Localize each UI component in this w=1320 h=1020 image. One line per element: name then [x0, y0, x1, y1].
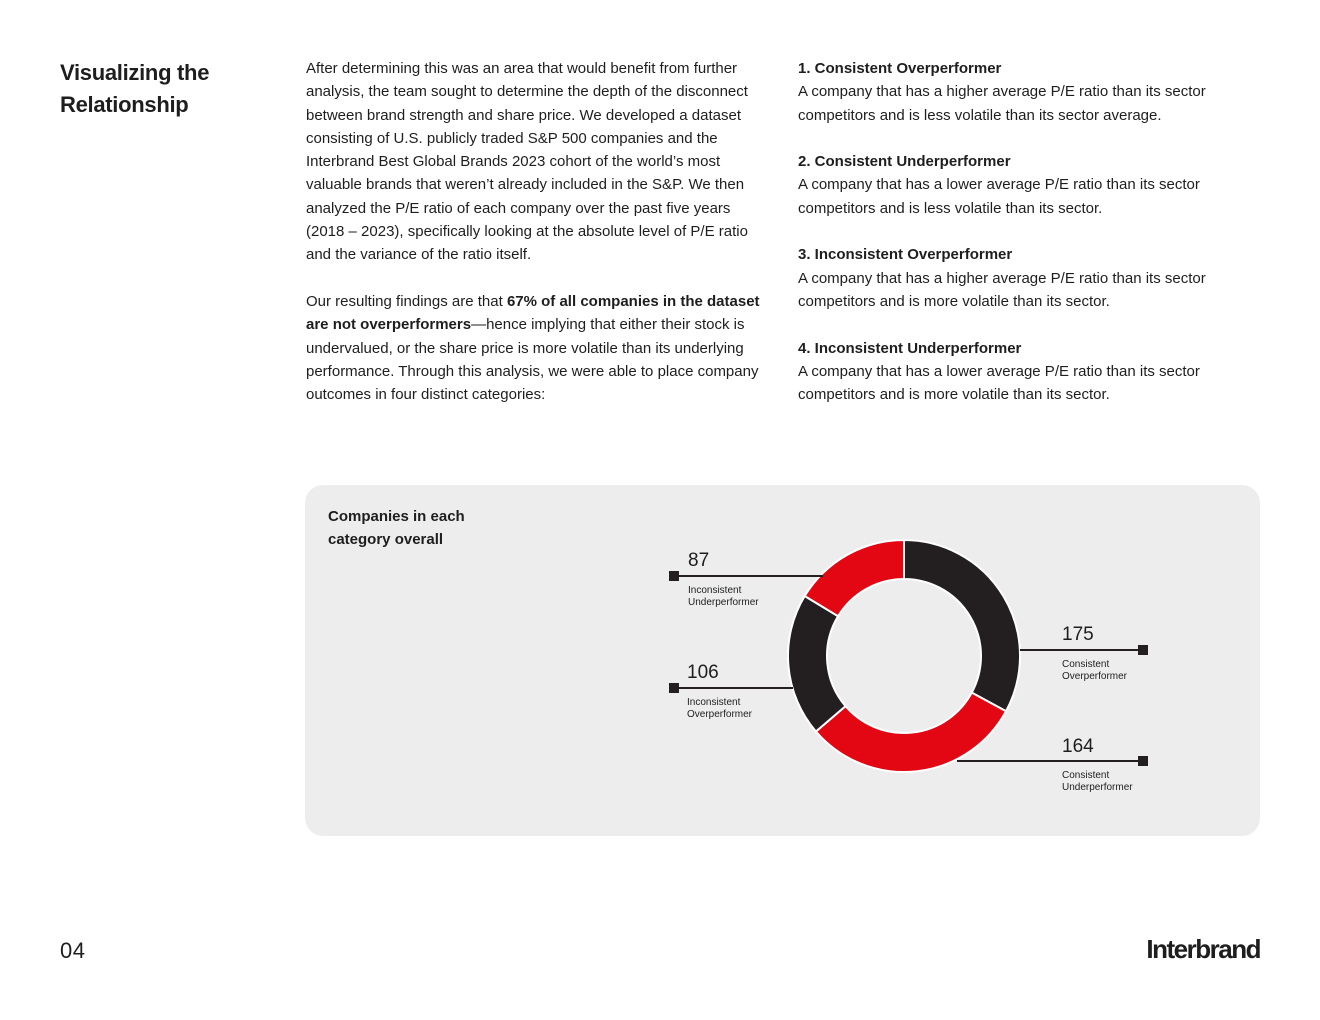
donut-slice-consistent-overperformer — [904, 540, 1020, 711]
category-description: A company that has a lower average P/E ratio than its sector competitors and is more volatile than its sector. — [798, 362, 1200, 404]
value-label-consistent-overperformer: 175 — [1062, 624, 1094, 645]
intro-text — [306, 57, 764, 406]
category-label-inconsistent-underperformer: Inconsistent — [688, 585, 742, 596]
category-1 — [798, 57, 1248, 127]
intro-p2-lead: Our resulting findings are that — [306, 292, 507, 310]
chart-card — [305, 485, 1260, 836]
category-label-inconsistent-overperformer: Overperformer — [687, 709, 753, 720]
category-title: 3. Inconsistent Overperformer — [798, 246, 1013, 264]
intro-p2-highlight: 67% of all companies in the dataset are not overperformers — [306, 292, 760, 334]
intro-p2-tail: —hence implying that either their stock is undervalued, or the share price is more volatile than its underlying performance. Through this analysis, we were able to place company outcomes in four distinct categories: — [306, 316, 759, 404]
marker-inconsistent-overperformer — [669, 683, 679, 693]
category-label-consistent-overperformer: Overperformer — [1062, 671, 1128, 682]
marker-consistent-overperformer — [1138, 645, 1148, 655]
category-label-inconsistent-underperformer: Underperformer — [688, 597, 759, 608]
category-description: A company that has a lower average P/E ratio than its sector competitors and is less volatile than its sector. — [798, 176, 1200, 217]
category-label-consistent-underperformer: Consistent — [1062, 770, 1110, 781]
intro-paragraph-2 — [306, 290, 764, 406]
category-4 — [798, 337, 1248, 407]
category-title: 4. Inconsistent Underperformer — [798, 339, 1022, 357]
category-2 — [798, 150, 1248, 220]
chart-title: Companies in each category overall — [328, 508, 465, 548]
intro-paragraph-1: After determining this was an area that would benefit from further analysis, the team sought to determine the depth of the disconnect between brand strength and share price. We developed a dataset consisting of U.S. publicly traded S&P 500 companies and the Interbrand Best Global Brands 2023 cohort of the world’s most valuable brands that weren’t already included in the S&P. We then analyzed the P/E ratio of each company over the past five years (2018 – 2023), specifically looking at the absolute level of P/E ratio and the variance of the ratio itself. — [306, 60, 748, 264]
value-label-consistent-underperformer: 164 — [1062, 736, 1094, 757]
category-definitions — [798, 57, 1248, 430]
category-description: A company that has a higher average P/E ratio than its sector competitors and is more volatile than its sector. — [798, 269, 1206, 310]
value-label-inconsistent-overperformer: 106 — [687, 662, 719, 683]
value-label-inconsistent-underperformer: 87 — [688, 550, 710, 571]
marker-consistent-underperformer — [1138, 756, 1148, 766]
category-title: 1. Consistent Overperformer — [798, 60, 1002, 77]
marker-inconsistent-underperformer — [669, 571, 679, 581]
page-number: 04 — [60, 938, 86, 963]
category-description: A company that has a higher average P/E ratio than its sector competitors and is less volatile than its sector average. — [798, 83, 1206, 124]
category-label-inconsistent-overperformer: Inconsistent — [687, 697, 741, 708]
category-label-consistent-overperformer: Consistent — [1062, 659, 1110, 670]
category-3 — [798, 243, 1248, 313]
category-label-consistent-underperformer: Underperformer — [1062, 782, 1133, 793]
donut-chart — [305, 485, 1260, 836]
section-title: Visualizing the Relationship — [60, 60, 210, 117]
donut-slice-inconsistent-underperformer — [805, 540, 904, 616]
category-title: 2. Consistent Underperformer — [798, 153, 1011, 171]
brand-logo: Interbrand — [1146, 934, 1260, 964]
